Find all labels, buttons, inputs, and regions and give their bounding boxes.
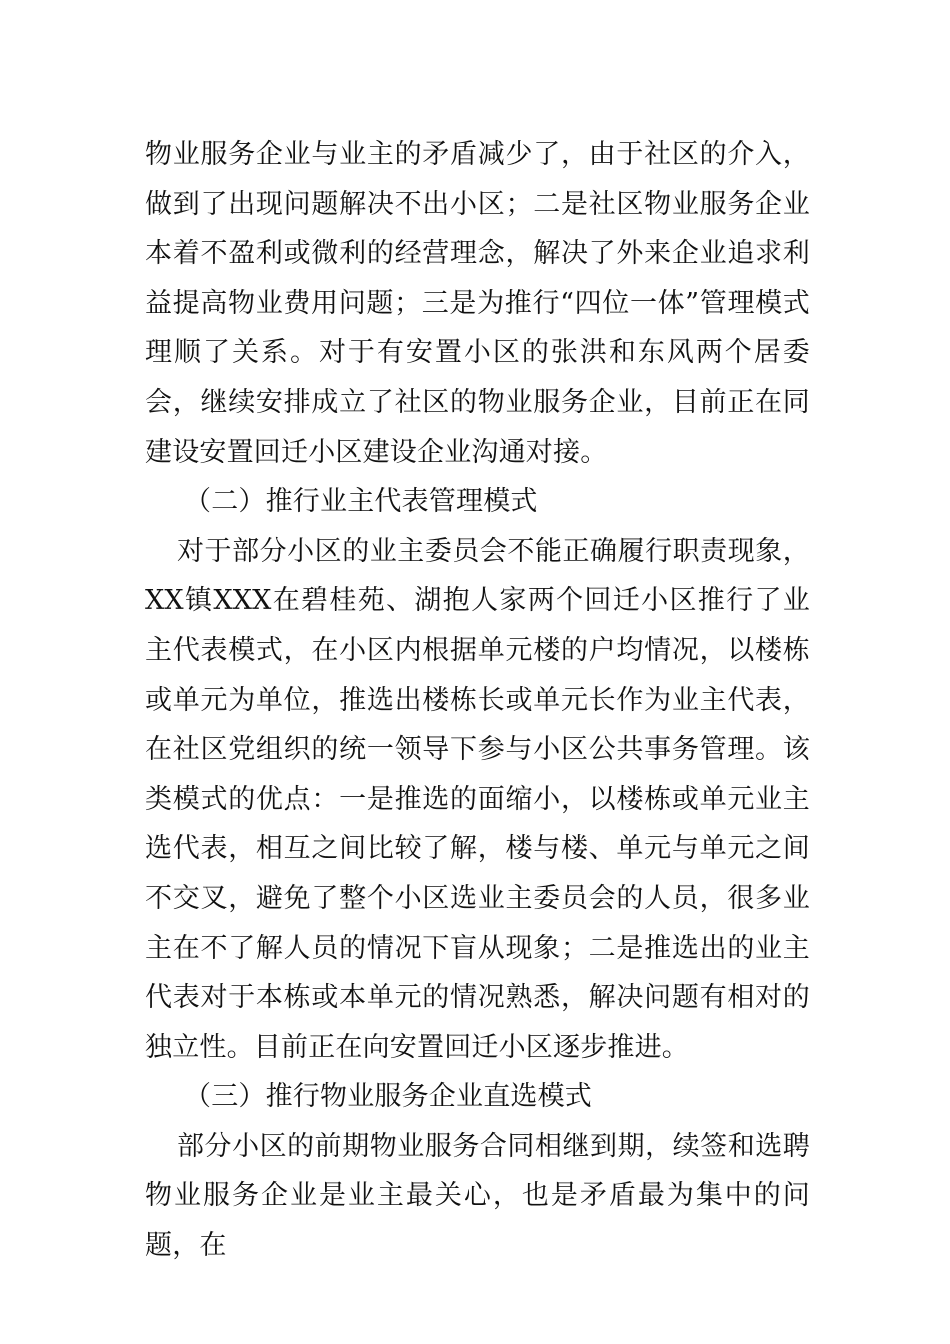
- body-paragraph-owner-representative: 对于部分小区的业主委员会不能正确履行职责现象，XX镇XXX在碧桂苑、湖抱人家两个回迁小区推行了业主代表模式，在小区内根据单元楼的户均情况，以楼栋或单元为单位，推选出楼栋长或单元长作为业主代表，在社区党组织的统一领导下参与小区公共事务管理。该类模式的优点：一是推选的面缩小，以楼栋或单元业主选代表，相互之间比较了解，楼与楼、单元与单元之间不交叉，避免了整个小区选业主委员会的人员，很多业主在不了解人员的情况下盲从现象；二是推选出的业主代表对于本栋或本单元的情况熟悉，解决问题有相对的独立性。目前正在向安置回迁小区逐步推进。: [145, 535, 810, 1063]
- document-body: [145, 130, 810, 1271]
- section-heading-3: （三）推行物业服务企业直选模式: [184, 1081, 592, 1113]
- section-heading-2: （二）推行业主代表管理模式: [184, 486, 538, 518]
- body-paragraph-continued: 物业服务企业与业主的矛盾减少了，由于社区的介入，做到了出现问题解决不出小区；二是社区物业服务企业本着不盈利或微利的经营理念，解决了外来企业追求利益提高物业费用问题；三是为推行“四位一体”管理模式理顺了关系。对于有安置小区的张洪和东风两个居委会，继续安排成立了社区的物业服务企业，目前正在同建设安置回迁小区建设企业沟通对接。: [145, 139, 810, 468]
- body-paragraph-direct-selection: 部分小区的前期物业服务合同相继到期，续签和选聘物业服务企业是业主最关心，也是矛盾最为集中的问题，在: [145, 1130, 810, 1262]
